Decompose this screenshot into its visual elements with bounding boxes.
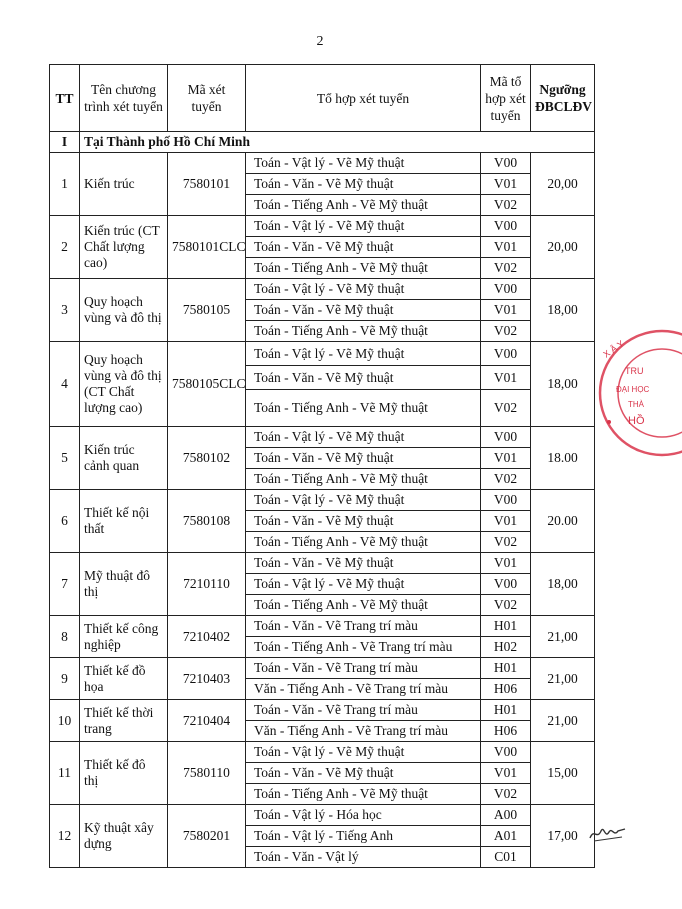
combination-code: V01 [481,553,531,574]
threshold-score: 20,00 [531,153,595,216]
combination: Văn - Tiếng Anh - Vẽ Trang trí màu [246,679,481,700]
svg-text:X Â Y: X Â Y [601,338,626,360]
combination-code: H06 [481,679,531,700]
program-code: 7580105CLC [168,342,246,427]
header-threshold: Ngưỡng ĐBCLĐV [531,65,595,132]
combination-code: V02 [481,595,531,616]
combination-code: V01 [481,511,531,532]
combination: Toán - Văn - Vẽ Mỹ thuật [246,553,481,574]
combination: Toán - Văn - Vẽ Mỹ thuật [246,237,481,258]
program-name: Quy hoạch vùng và đô thị [80,279,168,342]
combination: Toán - Văn - Vẽ Mỹ thuật [246,174,481,195]
combination: Toán - Văn - Vẽ Mỹ thuật [246,366,481,390]
combination: Toán - Văn - Vẽ Trang trí màu [246,616,481,637]
section-title: Tại Thành phố Hồ Chí Minh [80,132,595,153]
header-tt: TT [50,65,80,132]
threshold-score: 20.00 [531,490,595,553]
program-code: 7210110 [168,553,246,616]
table-row [50,805,595,826]
program-name: Thiết kế công nghiệp [80,616,168,658]
combination-code: V00 [481,342,531,366]
threshold-score: 15,00 [531,742,595,805]
table-row [50,279,595,300]
combination: Toán - Tiếng Anh - Vẽ Mỹ thuật [246,195,481,216]
combination-code: V02 [481,532,531,553]
program-code: 7580108 [168,490,246,553]
combination: Toán - Văn - Vật lý [246,847,481,868]
table-row [50,153,595,174]
signature-mark [588,822,628,844]
threshold-score: 21,00 [531,616,595,658]
program-name: Thiết kế đồ họa [80,658,168,700]
combination-code: V02 [481,390,531,427]
section-number: I [50,132,80,153]
combination: Văn - Tiếng Anh - Vẽ Trang trí màu [246,721,481,742]
threshold-score: 18,00 [531,553,595,616]
program-name: Thiết kế thời trang [80,700,168,742]
combination: Toán - Vật lý - Vẽ Mỹ thuật [246,490,481,511]
threshold-score: 21,00 [531,658,595,700]
program-code: 7580105 [168,279,246,342]
table-row [50,616,595,637]
combination-code: V01 [481,300,531,321]
combination: Toán - Tiếng Anh - Vẽ Mỹ thuật [246,390,481,427]
combination-code: V02 [481,321,531,342]
program-code: 7580201 [168,805,246,868]
program-number: 1 [50,153,80,216]
threshold-score: 17,00 [531,805,595,868]
program-number: 11 [50,742,80,805]
combination-code: H06 [481,721,531,742]
program-code: 7210403 [168,658,246,700]
combination-code: V01 [481,448,531,469]
admission-table [49,64,595,868]
table-row [50,658,595,679]
program-code: 7210404 [168,700,246,742]
combination: Toán - Vật lý - Vẽ Mỹ thuật [246,342,481,366]
combination: Toán - Tiếng Anh - Vẽ Mỹ thuật [246,532,481,553]
program-code: 7580102 [168,427,246,490]
combination-code: H02 [481,637,531,658]
table-row [50,490,595,511]
program-code: 7580101CLC [168,216,246,279]
program-name: Kiến trúc cảnh quan [80,427,168,490]
combination: Toán - Văn - Vẽ Trang trí màu [246,700,481,721]
combination-code: V00 [481,279,531,300]
university-stamp [592,318,682,468]
combination: Toán - Vật lý - Hóa học [246,805,481,826]
program-name: Kiến trúc (CT Chất lượng cao) [80,216,168,279]
table-row [50,700,595,721]
threshold-score: 20,00 [531,216,595,279]
combination-code: V00 [481,742,531,763]
combination-code: V02 [481,258,531,279]
header-combo-code: Mã tổ hợp xét tuyển [481,65,531,132]
program-name: Mỹ thuật đô thị [80,553,168,616]
combination: Toán - Vật lý - Vẽ Mỹ thuật [246,153,481,174]
header-combination: Tổ hợp xét tuyển [246,65,481,132]
program-number: 5 [50,427,80,490]
program-number: 9 [50,658,80,700]
program-number: 10 [50,700,80,742]
combination: Toán - Văn - Vẽ Mỹ thuật [246,511,481,532]
program-code: 7580110 [168,742,246,805]
program-number: 4 [50,342,80,427]
combination-code: H01 [481,658,531,679]
combination-code: H01 [481,700,531,721]
program-name: Thiết kế đô thị [80,742,168,805]
svg-text:THÀ: THÀ [628,400,644,409]
combination: Toán - Văn - Vẽ Trang trí màu [246,658,481,679]
combination-code: V02 [481,784,531,805]
threshold-score: 21,00 [531,700,595,742]
combination-code: V01 [481,763,531,784]
combination: Toán - Vật lý - Vẽ Mỹ thuật [246,216,481,237]
combination-code: V00 [481,574,531,595]
combination: Toán - Văn - Vẽ Mỹ thuật [246,300,481,321]
table-row [50,342,595,366]
program-number: 12 [50,805,80,868]
combination-code: V00 [481,153,531,174]
combination-code: C01 [481,847,531,868]
combination: Toán - Vật lý - Vẽ Mỹ thuật [246,279,481,300]
program-name: Quy hoạch vùng và đô thị (CT Chất lượng cao) [80,342,168,427]
combination: Toán - Vật lý - Vẽ Mỹ thuật [246,427,481,448]
table-row [50,216,595,237]
table-row [50,427,595,448]
threshold-score: 18,00 [531,279,595,342]
combination: Toán - Tiếng Anh - Vẽ Mỹ thuật [246,595,481,616]
header-code: Mã xét tuyển [168,65,246,132]
program-code: 7210402 [168,616,246,658]
program-name: Kiến trúc [80,153,168,216]
section-row [50,132,595,153]
combination-code: V02 [481,195,531,216]
threshold-score: 18,00 [531,342,595,427]
program-code: 7580101 [168,153,246,216]
program-number: 6 [50,490,80,553]
page-number: 2 [316,34,324,49]
combination-code: H01 [481,616,531,637]
combination-code: V01 [481,174,531,195]
header-row [50,65,595,132]
program-number: 7 [50,553,80,616]
program-number: 8 [50,616,80,658]
program-name: Thiết kế nội thất [80,490,168,553]
combination: Toán - Tiếng Anh - Vẽ Trang trí màu [246,637,481,658]
combination-code: V00 [481,490,531,511]
combination: Toán - Vật lý - Vẽ Mỹ thuật [246,574,481,595]
combination: Toán - Tiếng Anh - Vẽ Mỹ thuật [246,321,481,342]
program-number: 3 [50,279,80,342]
combination-code: V00 [481,427,531,448]
combination: Toán - Văn - Vẽ Mỹ thuật [246,763,481,784]
combination-code: V01 [481,237,531,258]
combination-code: V01 [481,366,531,390]
combination: Toán - Vật lý - Vẽ Mỹ thuật [246,742,481,763]
table-body [50,132,595,868]
combination-code: A01 [481,826,531,847]
combination: Toán - Tiếng Anh - Vẽ Mỹ thuật [246,784,481,805]
combination: Toán - Tiếng Anh - Vẽ Mỹ thuật [246,469,481,490]
combination: Toán - Văn - Vẽ Mỹ thuật [246,448,481,469]
combination-code: V02 [481,469,531,490]
header-program: Tên chương trình xét tuyển [80,65,168,132]
combination: Toán - Tiếng Anh - Vẽ Mỹ thuật [246,258,481,279]
program-name: Kỹ thuật xây dựng [80,805,168,868]
table-row [50,553,595,574]
program-number: 2 [50,216,80,279]
svg-text:ĐẠI HỌC: ĐẠI HỌC [616,385,650,394]
svg-text:HỒ: HỒ [628,415,645,427]
combination-code: A00 [481,805,531,826]
combination-code: V00 [481,216,531,237]
svg-text:TRU: TRU [625,366,644,376]
threshold-score: 18.00 [531,427,595,490]
combination: Toán - Vật lý - Tiếng Anh [246,826,481,847]
table-row [50,742,595,763]
